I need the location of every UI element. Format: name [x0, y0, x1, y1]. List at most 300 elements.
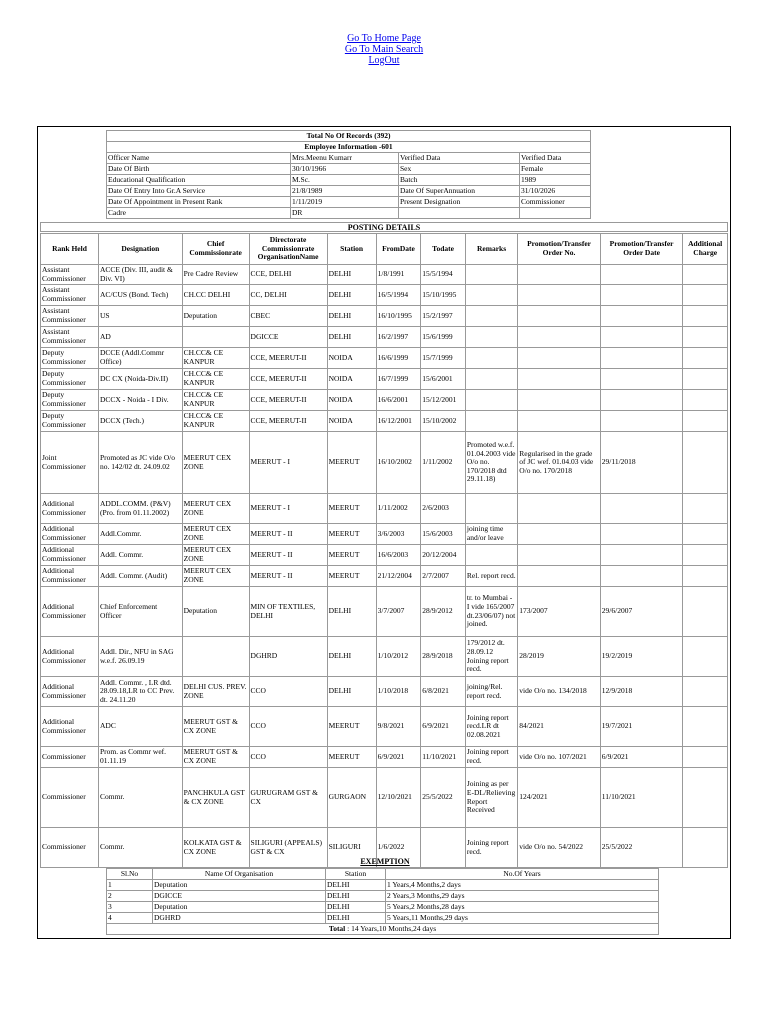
cell: [600, 390, 683, 411]
cell: GURUGRAM GST & CX: [249, 768, 327, 828]
cell: GURGAON: [327, 768, 376, 828]
cell: DELHI: [327, 327, 376, 348]
table-row: [41, 707, 728, 747]
column-header: Rank Held: [41, 234, 99, 265]
cell: 2: [107, 891, 153, 902]
cell: AC/CUS (Bond. Tech): [98, 285, 182, 306]
posting-rows: [41, 265, 728, 868]
table-row: [41, 285, 728, 306]
cell: CH.CC& CE KANPUR: [182, 369, 249, 390]
cell: DELHI: [327, 677, 376, 707]
cell: ACCE (Div. III, audit & Div. VI): [98, 265, 182, 285]
cell: DGICCE: [249, 327, 327, 348]
cell: [683, 587, 728, 637]
cell: SILIGURI (APPEALS) GST & CX: [249, 828, 327, 868]
cell: Deputy Commissioner: [41, 348, 99, 369]
cell: DGICCE: [153, 891, 326, 902]
posting-details-title: POSTING DETAILS: [40, 222, 728, 232]
employee-info-title: Employee Information -601: [107, 142, 591, 153]
cell: DCCX - Noida - I Div.: [98, 390, 182, 411]
cell: Commissioner: [41, 747, 99, 768]
cell: [518, 411, 601, 432]
cell: [600, 285, 683, 306]
cell: [683, 348, 728, 369]
info-label: Verified Data: [520, 153, 591, 164]
column-header: Additional Charge: [683, 234, 728, 265]
cell: 21/12/2004: [376, 566, 421, 587]
exemption-title-text: EXEMPTION: [360, 857, 410, 866]
cell: CC, DELHI: [249, 285, 327, 306]
cell: DELHI: [326, 913, 386, 924]
cell: DCCE (Addl.Commr Office): [98, 348, 182, 369]
cell: CCO: [249, 747, 327, 768]
home-link[interactable]: Go To Home Page: [347, 33, 421, 44]
cell: [683, 747, 728, 768]
cell: CCE, MEERUT-II: [249, 390, 327, 411]
cell: DCCX (Tech.): [98, 411, 182, 432]
empty-cell: [520, 208, 591, 219]
cell: [465, 285, 517, 306]
table-row: [41, 327, 728, 348]
cell: [465, 306, 517, 327]
cell: Additional Commissioner: [41, 677, 99, 707]
exemption-table: [106, 868, 659, 935]
table-row: [41, 432, 728, 494]
cell: joining time and/or leave: [465, 524, 517, 545]
table-row: [41, 390, 728, 411]
cell: [683, 494, 728, 524]
cell: CCO: [249, 677, 327, 707]
cell: 4: [107, 913, 153, 924]
top-nav: [0, 33, 768, 66]
cell: MEERUT: [327, 747, 376, 768]
cell: Addl. Commr. (Audit): [98, 566, 182, 587]
cell: 16/6/1999: [376, 348, 421, 369]
cell: NOIDA: [327, 390, 376, 411]
table-row: [41, 411, 728, 432]
present-designation: Commissioner: [520, 197, 591, 208]
cell: DELHI: [327, 285, 376, 306]
cell: tr. to Mumbai - I vide 165/2007 dt.23/06/07) not joined.: [465, 587, 517, 637]
table-row: [41, 566, 728, 587]
cell: NOIDA: [327, 348, 376, 369]
cell: 1/8/1991: [376, 265, 421, 285]
cell: [683, 285, 728, 306]
cell: 1: [107, 880, 153, 891]
info-label: Date Of Appointment in Present Rank: [107, 197, 291, 208]
cell: 3/6/2003: [376, 524, 421, 545]
info-label: Officer Name: [107, 153, 291, 164]
cell: Rel. report recd.: [465, 566, 517, 587]
total-records: Total No Of Records (392): [107, 131, 591, 142]
cell: 1/11/2002: [421, 432, 466, 494]
cell: 6/9/2021: [376, 747, 421, 768]
table-row: [41, 348, 728, 369]
cell: MIN OF TEXTILES, DELHI: [249, 587, 327, 637]
cell: vide O/o no. 54/2022: [518, 828, 601, 868]
cell: CH.CC& CE KANPUR: [182, 411, 249, 432]
column-header: Todate: [421, 234, 466, 265]
cell: [518, 348, 601, 369]
cell: Joining as per E-DL/Relieving Report Received: [465, 768, 517, 828]
cell: 9/8/2021: [376, 707, 421, 747]
cell: Commissioner: [41, 768, 99, 828]
cell: MEERUT GST & CX ZONE: [182, 747, 249, 768]
cell: ADC: [98, 707, 182, 747]
column-header: Promotion/Transfer Order Date: [600, 234, 683, 265]
cell: [683, 369, 728, 390]
cell: 12/9/2018: [600, 677, 683, 707]
cell: [465, 348, 517, 369]
cell: [683, 327, 728, 348]
cell: MEERUT - I: [249, 432, 327, 494]
superannuation-date: 31/10/2026: [520, 186, 591, 197]
cell: 15/10/1995: [421, 285, 466, 306]
cell: 5 Years,11 Months,29 days: [386, 913, 659, 924]
column-header: Promotion/Transfer Order No.: [518, 234, 601, 265]
table-row: [107, 913, 659, 924]
table-row: [107, 880, 659, 891]
cell: 2/6/2003: [421, 494, 466, 524]
column-header: Chief Commissionrate: [182, 234, 249, 265]
cell: 28/9/2018: [421, 637, 466, 677]
cell: Additional Commissioner: [41, 637, 99, 677]
cell: 15/10/2002: [421, 411, 466, 432]
cell: [600, 369, 683, 390]
cell: [683, 637, 728, 677]
cell: [600, 411, 683, 432]
cell: Promoted w.e.f. 01.04.2003 vide O/o no. 170/2018 dtd 29.11.18): [465, 432, 517, 494]
cell: 179/2012 dt. 28.09.12 Joining report recd.: [465, 637, 517, 677]
cell: Addl. Commr.: [98, 545, 182, 566]
cell: Promoted as JC vide O/o no. 142/02 dt. 24.09.02: [98, 432, 182, 494]
cell: CCE, MEERUT-II: [249, 348, 327, 369]
cell: [600, 494, 683, 524]
info-label: Present Designation: [399, 197, 520, 208]
cell: 2 Years,3 Months,29 days: [386, 891, 659, 902]
cell: 19/7/2021: [600, 707, 683, 747]
cell: 124/2021: [518, 768, 601, 828]
cell: 15/12/2001: [421, 390, 466, 411]
cell: [182, 637, 249, 677]
info-label: Date Of Entry Into Gr.A Service: [107, 186, 291, 197]
cell: CCE, MEERUT-II: [249, 411, 327, 432]
cell: [518, 327, 601, 348]
cell: [600, 327, 683, 348]
cell: 6/9/2021: [600, 747, 683, 768]
cell: MEERUT: [327, 707, 376, 747]
cell: DELHI CUS. PREV. ZONE: [182, 677, 249, 707]
cell: 20/12/2004: [421, 545, 466, 566]
info-label: Verified Data: [399, 153, 520, 164]
logout-link[interactable]: LogOut: [368, 55, 400, 66]
cell: 15/2/1997: [421, 306, 466, 327]
cell: Additional Commissioner: [41, 494, 99, 524]
officer-name: Mrs.Meenu Kumarr: [291, 153, 399, 164]
employee-info-table: [106, 130, 591, 219]
cell: [518, 566, 601, 587]
cell: Joint Commissioner: [41, 432, 99, 494]
cell: 12/10/2021: [376, 768, 421, 828]
cell: CCE, DELHI: [249, 265, 327, 285]
sex-value: Female: [520, 164, 591, 175]
table-row: [41, 747, 728, 768]
cell: 15/7/1999: [421, 348, 466, 369]
cell: Assistant Commissioner: [41, 306, 99, 327]
cell: US: [98, 306, 182, 327]
cell: [465, 494, 517, 524]
column-header: Station: [326, 869, 386, 880]
cell: MEERUT: [327, 494, 376, 524]
cell: ADDL.COMM. (P&V)(Pro. from 01.11.2002): [98, 494, 182, 524]
cell: [600, 545, 683, 566]
cell: MEERUT CEX ZONE: [182, 566, 249, 587]
appointment-date: 1/11/2019: [291, 197, 399, 208]
table-row: [41, 587, 728, 637]
cell: Chief Enforcement Officer: [98, 587, 182, 637]
cell: DELHI: [327, 637, 376, 677]
cadre-value: DR: [291, 208, 399, 219]
qualification: M.Sc.: [291, 175, 399, 186]
cell: CH.CC& CE KANPUR: [182, 348, 249, 369]
table-row: [41, 768, 728, 828]
cell: 16/5/1994: [376, 285, 421, 306]
table-row: [107, 902, 659, 913]
cell: 6/9/2021: [421, 707, 466, 747]
cell: Addl. Commr. , LR dtd. 28.09.18,LR to CC Prev. dt. 24.11.20: [98, 677, 182, 707]
posting-header-row: [41, 234, 728, 265]
cell: [683, 566, 728, 587]
column-header: Sl.No: [107, 869, 153, 880]
cell: MEERUT: [327, 545, 376, 566]
cell: 16/7/1999: [376, 369, 421, 390]
info-label: Cadre: [107, 208, 291, 219]
cell: DELHI: [327, 587, 376, 637]
cell: Regularised in the grade of JC wef. 01.04.03 vide O/o no. 170/2018: [518, 432, 601, 494]
cell: 28/9/2012: [421, 587, 466, 637]
cell: PANCHKULA GST & CX ZONE: [182, 768, 249, 828]
cell: [683, 306, 728, 327]
cell: [683, 390, 728, 411]
cell: [465, 265, 517, 285]
cell: 1/10/2012: [376, 637, 421, 677]
cell: 3/7/2007: [376, 587, 421, 637]
cell: [600, 524, 683, 545]
cell: 16/10/2002: [376, 432, 421, 494]
cell: 15/6/1999: [421, 327, 466, 348]
cell: 2/7/2007: [421, 566, 466, 587]
cell: Deputy Commissioner: [41, 369, 99, 390]
exemption-total-row: [107, 924, 659, 935]
cell: 1 Years,4 Months,2 days: [386, 880, 659, 891]
table-row: [41, 677, 728, 707]
cell: [518, 524, 601, 545]
cell: CH.CC DELHI: [182, 285, 249, 306]
cell: CH.CC& CE KANPUR: [182, 390, 249, 411]
column-header: Remarks: [465, 234, 517, 265]
cell: MEERUT - I: [249, 494, 327, 524]
cell: DELHI: [326, 891, 386, 902]
main-search-link[interactable]: Go To Main Search: [344, 44, 424, 55]
cell: Assistant Commissioner: [41, 265, 99, 285]
cell: [465, 411, 517, 432]
cell: KOLKATA GST & CX ZONE: [182, 828, 249, 868]
cell: [600, 265, 683, 285]
cell: Prom. as Commr wef. 01.11.19: [98, 747, 182, 768]
cell: Addl. Dir., NFU in SAG w.e.f. 26.09.19: [98, 637, 182, 677]
column-header: FromDate: [376, 234, 421, 265]
info-label: Educational Qualification: [107, 175, 291, 186]
cell: [465, 327, 517, 348]
cell: [600, 306, 683, 327]
cell: MEERUT CEX ZONE: [182, 494, 249, 524]
cell: vide O/o no. 134/2018: [518, 677, 601, 707]
date-of-birth: 30/10/1966: [291, 164, 399, 175]
cell: 1/6/2022: [376, 828, 421, 868]
cell: Deputation: [182, 306, 249, 327]
table-row: [41, 306, 728, 327]
cell: Assistant Commissioner: [41, 285, 99, 306]
batch-value: 1989: [520, 175, 591, 186]
cell: NOIDA: [327, 369, 376, 390]
cell: 11/10/2021: [421, 747, 466, 768]
cell: MEERUT CEX ZONE: [182, 545, 249, 566]
cell: [683, 768, 728, 828]
exemption-title: [38, 857, 732, 866]
cell: Commissioner: [41, 828, 99, 868]
cell: Joining report recd.: [465, 747, 517, 768]
column-header: No.Of Years: [386, 869, 659, 880]
cell: Deputation: [153, 902, 326, 913]
cell: 16/6/2001: [376, 390, 421, 411]
cell: MEERUT - II: [249, 545, 327, 566]
cell: 6/8/2021: [421, 677, 466, 707]
cell: 15/6/2003: [421, 524, 466, 545]
table-row: [41, 494, 728, 524]
table-row: [41, 524, 728, 545]
cell: DELHI: [327, 265, 376, 285]
cell: Additional Commissioner: [41, 545, 99, 566]
cell: 84/2021: [518, 707, 601, 747]
cell: 29/11/2018: [600, 432, 683, 494]
cell: [600, 566, 683, 587]
cell: [518, 494, 601, 524]
cell: 3: [107, 902, 153, 913]
cell: CBEC: [249, 306, 327, 327]
cell: 1/10/2018: [376, 677, 421, 707]
cell: [182, 327, 249, 348]
cell: vide O/o no. 107/2021: [518, 747, 601, 768]
cell: Joining report recd.LR dt 02.08.2021: [465, 707, 517, 747]
cell: Deputation: [182, 587, 249, 637]
cell: [465, 390, 517, 411]
cell: 25/5/2022: [421, 768, 466, 828]
entry-date: 21/8/1989: [291, 186, 399, 197]
cell: 16/6/2003: [376, 545, 421, 566]
cell: AD: [98, 327, 182, 348]
cell: DELHI: [327, 306, 376, 327]
cell: [683, 545, 728, 566]
cell: NOIDA: [327, 411, 376, 432]
cell: Additional Commissioner: [41, 524, 99, 545]
cell: Additional Commissioner: [41, 587, 99, 637]
column-header: Station: [327, 234, 376, 265]
cell: 16/12/2001: [376, 411, 421, 432]
cell: Joining report recd.: [465, 828, 517, 868]
cell: MEERUT - II: [249, 566, 327, 587]
cell: CCO: [249, 707, 327, 747]
cell: DGHRD: [249, 637, 327, 677]
cell: 16/2/1997: [376, 327, 421, 348]
table-row: [41, 545, 728, 566]
cell: Addl.Commr.: [98, 524, 182, 545]
cell: [683, 411, 728, 432]
table-row: [41, 369, 728, 390]
cell: MEERUT: [327, 524, 376, 545]
cell: DGHRD: [153, 913, 326, 924]
cell: 28/2019: [518, 637, 601, 677]
cell: 16/10/1995: [376, 306, 421, 327]
info-label: Sex: [399, 164, 520, 175]
cell: [518, 369, 601, 390]
cell: DELHI: [326, 880, 386, 891]
cell: 11/10/2021: [600, 768, 683, 828]
cell: Commr.: [98, 768, 182, 828]
cell: 15/6/2001: [421, 369, 466, 390]
cell: 173/2007: [518, 587, 601, 637]
info-label: Batch: [399, 175, 520, 186]
column-header: Directorate Commissionrate OrganisationName: [249, 234, 327, 265]
info-label: Date Of Birth: [107, 164, 291, 175]
cell: [465, 545, 517, 566]
info-label: Date Of SuperAnnuation: [399, 186, 520, 197]
exemption-total: [107, 924, 659, 935]
cell: MEERUT: [327, 432, 376, 494]
exemption-header-row: [107, 869, 659, 880]
cell: [683, 677, 728, 707]
table-row: [41, 265, 728, 285]
empty-cell: [399, 208, 520, 219]
cell: Additional Commissioner: [41, 566, 99, 587]
cell: MEERUT CEX ZONE: [182, 524, 249, 545]
cell: Additional Commissioner: [41, 707, 99, 747]
posting-details-table: [40, 233, 728, 868]
table-row: [107, 891, 659, 902]
cell: [518, 390, 601, 411]
cell: MEERUT CEX ZONE: [182, 432, 249, 494]
cell: [683, 265, 728, 285]
table-row: [41, 637, 728, 677]
column-header: Name Of Organisation: [153, 869, 326, 880]
cell: 19/2/2019: [600, 637, 683, 677]
cell: DELHI: [326, 902, 386, 913]
cell: [465, 369, 517, 390]
total-value: : 14 Years,10 Months,24 days: [345, 923, 437, 933]
cell: [518, 285, 601, 306]
cell: 29/6/2007: [600, 587, 683, 637]
cell: 5 Years,2 Months,28 days: [386, 902, 659, 913]
cell: Assistant Commissioner: [41, 327, 99, 348]
total-label: Total: [328, 923, 346, 933]
cell: [518, 306, 601, 327]
cell: 25/5/2022: [600, 828, 683, 868]
cell: joining/Rel. report recd.: [465, 677, 517, 707]
cell: [683, 524, 728, 545]
employee-record-panel: [37, 126, 731, 939]
cell: Deputy Commissioner: [41, 390, 99, 411]
cell: CCE, MEERUT-II: [249, 369, 327, 390]
cell: Commr.: [98, 828, 182, 868]
